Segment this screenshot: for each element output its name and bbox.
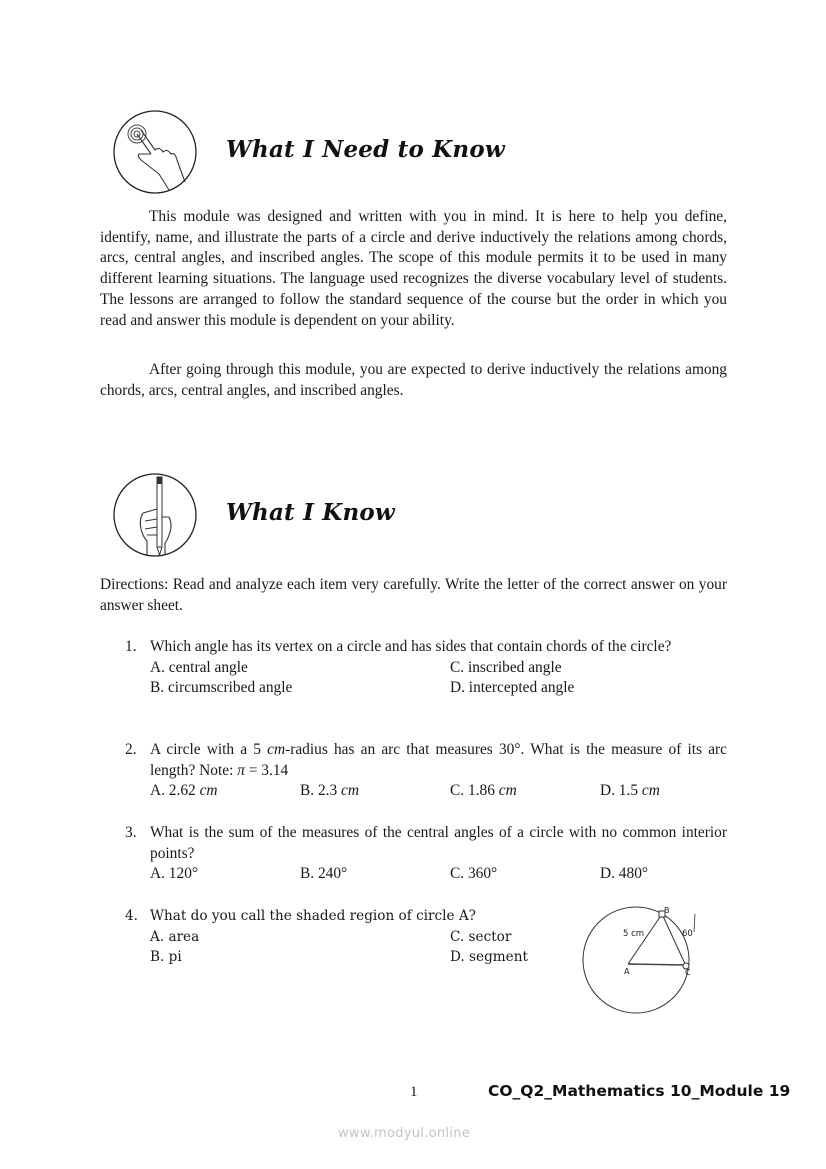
pointing-hand-icon [113, 110, 197, 194]
watermark: www.modyul.online [338, 1126, 471, 1141]
objective-paragraph: After going through this module, you are expected to derive inductively the relations among chords, arcs, central angles, and inscribed angles. [100, 361, 727, 399]
option-c: C. inscribed angle [450, 658, 562, 676]
question-3 [125, 823, 727, 885]
section-title-what-i-need-to-know: What I Need to Know [226, 136, 505, 163]
angle-label: 60 [682, 929, 693, 939]
question-2 [125, 740, 727, 802]
option-b: B. 240° [300, 865, 348, 883]
option-b: B. pi [150, 949, 182, 966]
question-number: 2. [125, 741, 137, 758]
point-b-label: B [664, 906, 670, 915]
option-d: D. intercepted angle [450, 679, 575, 697]
option-c: C. sector [450, 928, 512, 945]
question-1 [125, 637, 727, 699]
section-title-what-i-know: What I Know [226, 499, 395, 526]
module-code: CO_Q2_Mathematics 10_Module 19 [488, 1082, 791, 1100]
option-d: D. 480° [600, 865, 649, 883]
question-number: 1. [125, 638, 137, 655]
option-a: A. 120° [150, 865, 199, 883]
hand-holding-pencil-icon [113, 473, 197, 557]
option-d: D. 1.5 cm [600, 782, 660, 800]
option-c: C. 360° [450, 865, 498, 883]
option-c: C. 1.86 cm [450, 782, 517, 800]
question-stem: What do you call the shaded region of circle A? [150, 908, 476, 924]
point-c-label: C [685, 968, 691, 977]
question-number: 3. [125, 824, 137, 841]
directions-text: Directions: Read and analyze each item very carefully. Write the letter of the correct answer on your answer sheet. [100, 576, 727, 614]
option-a: A. area [150, 928, 200, 945]
circle-a-diagram [578, 902, 698, 1018]
option-b: B. 2.3 cm [300, 782, 359, 800]
option-d: D. segment [450, 949, 528, 966]
option-b: B. circumscribed angle [150, 679, 293, 697]
option-a: A. 2.62 cm [150, 782, 218, 800]
question-stem: What is the sum of the measures of the central angles of a circle with no common interior points? [150, 824, 727, 862]
question-stem: Which angle has its vertex on a circle and has sides that contain chords of the circle? [150, 638, 672, 655]
point-a-label: A [624, 967, 630, 976]
option-a: A. central angle [150, 658, 248, 676]
question-number: 4. [125, 908, 138, 924]
radius-label: 5 cm [623, 929, 645, 939]
intro-paragraph: This module was designed and written with you in mind. It is here to help you define, identify, name, and illustrate the parts of a circle and derive inductively the relations among chords, arcs, central angles, and inscribed angles. The scope of this module permits it to be used in many different learning situations. The language used recognizes the diverse vocabulary level of students. The lessons are arranged to follow the standard sequence of the course but the order in which you read and answer this module is dependent on your ability. [100, 208, 727, 329]
page-number: 1 [410, 1084, 418, 1100]
question-stem: A circle with a 5 cm-radius has an arc that measures 30°. What is the measure of its arc length? Note: π = 3.14 [150, 741, 727, 779]
